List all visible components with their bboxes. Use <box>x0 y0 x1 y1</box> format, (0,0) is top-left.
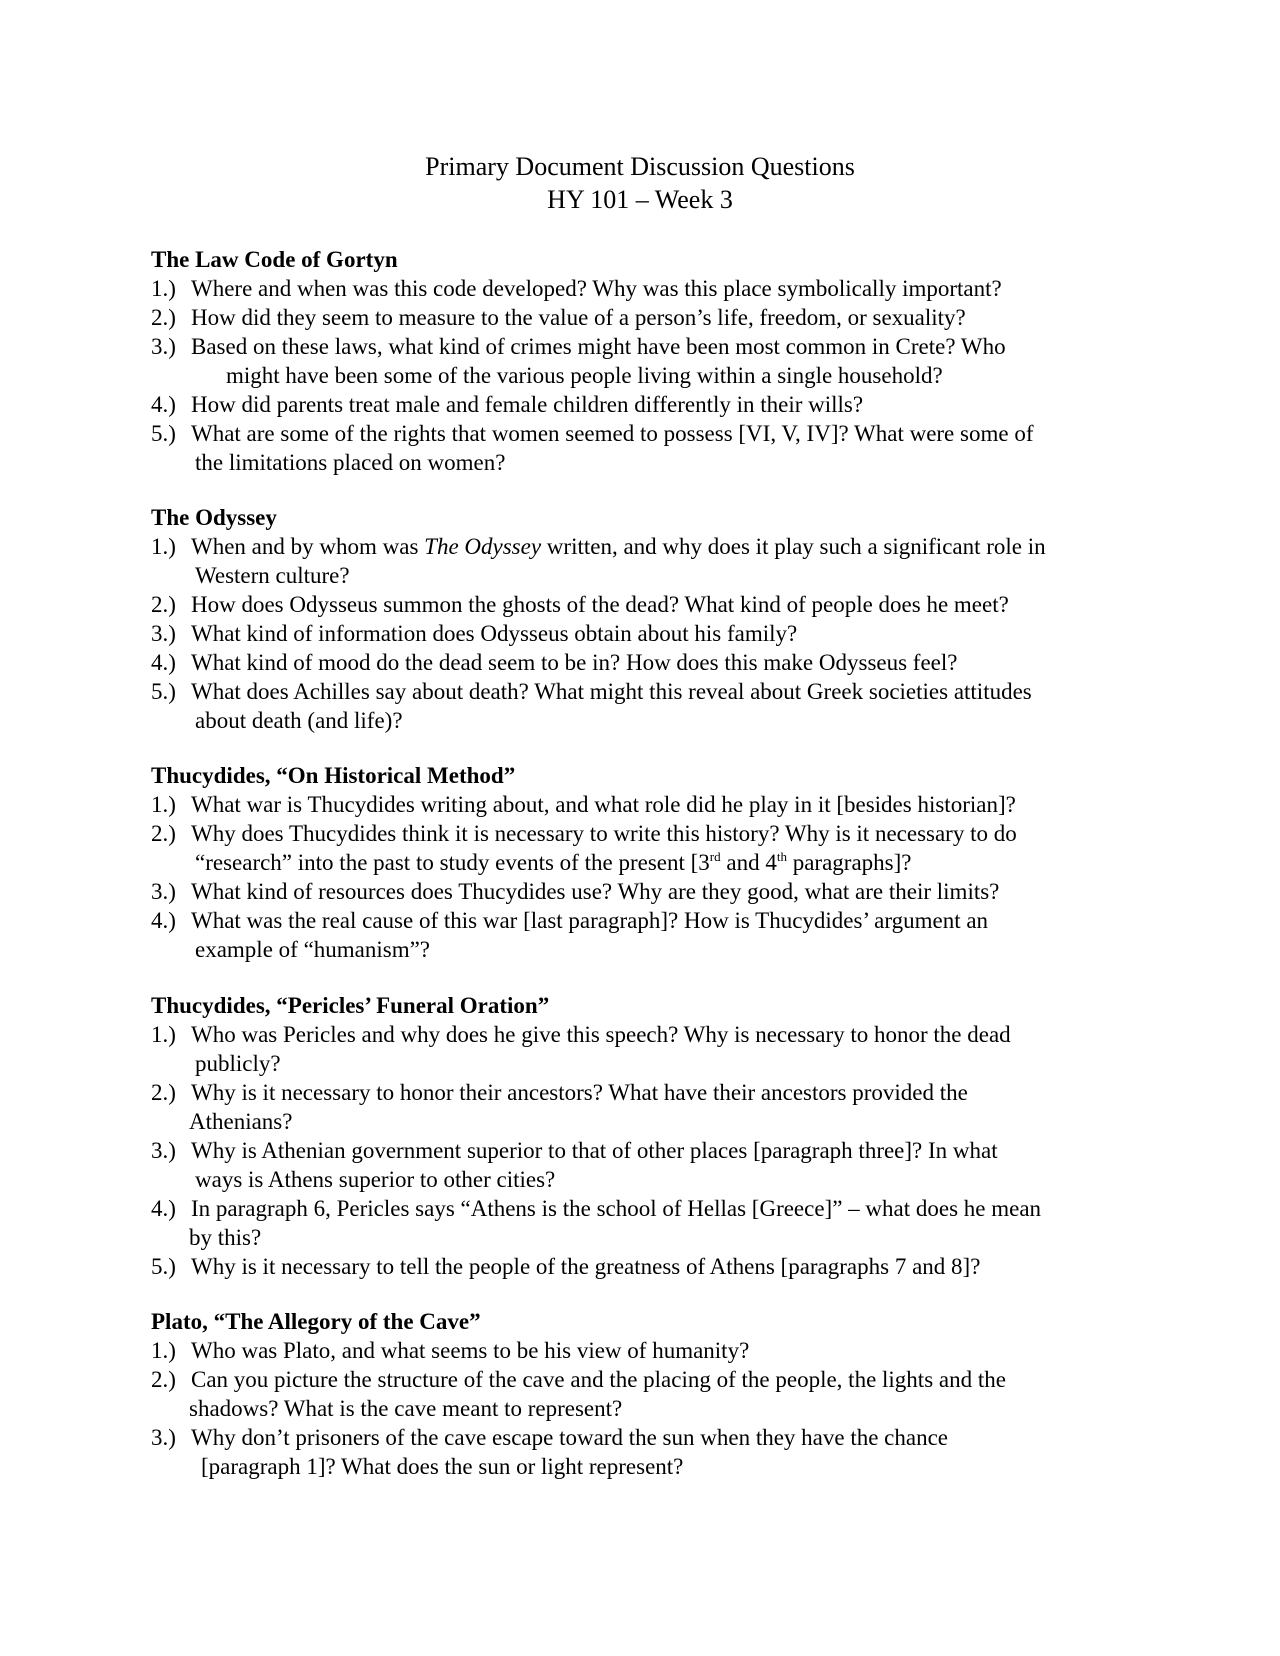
question-text-line2: about death (and life)? <box>195 708 403 733</box>
question-number: 5.) <box>151 421 176 446</box>
question-number: 3.) <box>151 1138 176 1163</box>
question-number: 1.) <box>151 276 176 301</box>
question-text-part: and 4 <box>720 850 777 875</box>
question-text-line2: by this? <box>189 1225 262 1250</box>
question-number: 2.) <box>151 1080 176 1105</box>
question-number: 4.) <box>151 650 176 675</box>
question-number: 3.) <box>151 879 176 904</box>
work-title-italic: The Odyssey <box>424 534 542 559</box>
question-text-line2: example of “humanism”? <box>195 937 431 962</box>
question-number: 5.) <box>151 1254 176 1279</box>
question-item <box>151 332 1141 390</box>
question-number: 3.) <box>151 334 176 359</box>
section-heading: Thucydides, “On Historical Method” <box>151 763 516 788</box>
question-text: What war is Thucydides writing about, and what role did he play in it [besides historian]? <box>191 792 1016 817</box>
question-text: Where and when was this code developed? Why was this place symbolically important? <box>191 276 1002 301</box>
question-text-line2: ways is Athens superior to other cities? <box>195 1167 556 1192</box>
section-historical-method <box>151 761 1141 964</box>
question-text-line1: Why does Thucydides think it is necessary to write this history? Why is it necessary to do <box>191 821 1017 846</box>
question-text-line2: Western culture? <box>195 563 350 588</box>
question-text-line2: publicly? <box>195 1051 281 1076</box>
question-item <box>151 1252 1141 1281</box>
question-number: 1.) <box>151 534 176 559</box>
question-text-line2: Athenians? <box>189 1109 293 1134</box>
question-item <box>151 1136 1141 1194</box>
question-item <box>151 677 1141 735</box>
question-item <box>151 906 1141 964</box>
question-number: 5.) <box>151 679 176 704</box>
question-text: What kind of information does Odysseus obtain about his family? <box>191 621 798 646</box>
question-text-line2: the limitations placed on women? <box>195 450 506 475</box>
question-item <box>151 532 1141 590</box>
question-text-part: written, and why does it play such a significant role in <box>541 534 1046 559</box>
question-item <box>151 619 1141 648</box>
question-text-line1: What are some of the rights that women seemed to possess [VI, V, IV]? What were some of <box>191 421 1034 446</box>
question-text-line1: Who was Pericles and why does he give this speech? Why is necessary to honor the dead <box>191 1022 1011 1047</box>
question-text-part: When and by whom was <box>191 534 425 559</box>
question-item <box>151 648 1141 677</box>
question-text-line1: Why is Athenian government superior to that of other places [paragraph three]? In what <box>191 1138 998 1163</box>
question-text: How does Odysseus summon the ghosts of the dead? What kind of people does he meet? <box>191 592 1009 617</box>
ordinal-superscript: th <box>776 849 787 864</box>
question-text-line2 <box>151 848 1141 877</box>
question-number: 2.) <box>151 821 176 846</box>
question-text: Who was Plato, and what seems to be his view of humanity? <box>191 1338 750 1363</box>
question-text: How did parents treat male and female children differently in their wills? <box>191 392 864 417</box>
question-number: 1.) <box>151 792 176 817</box>
question-text-line1: Why don’t prisoners of the cave escape toward the sun when they have the chance <box>191 1425 949 1450</box>
question-text-line1: What does Achilles say about death? What might this reveal about Greek societies attitudes <box>191 679 1032 704</box>
question-item <box>151 877 1141 906</box>
question-item <box>151 1194 1141 1252</box>
question-text: What kind of resources does Thucydides use? Why are they good, what are their limits? <box>191 879 1000 904</box>
question-number: 4.) <box>151 908 176 933</box>
section-heading: Plato, “The Allegory of the Cave” <box>151 1309 481 1334</box>
question-number: 1.) <box>151 1338 176 1363</box>
section-funeral-oration <box>151 991 1141 1281</box>
question-item <box>151 1423 1141 1481</box>
question-item <box>151 1336 1141 1365</box>
question-text-line2: shadows? What is the cave meant to represent? <box>189 1396 623 1421</box>
question-text-line1: Based on these laws, what kind of crimes might have been most common in Crete? Who <box>191 334 1006 359</box>
question-text-line2: might have been some of the various people living within a single household? <box>226 363 943 388</box>
question-text-line1: Can you picture the structure of the cave and the placing of the people, the lights and the <box>191 1367 1006 1392</box>
question-text: How did they seem to measure to the value of a person’s life, freedom, or sexuality? <box>191 305 966 330</box>
document-title: Primary Document Discussion Questions <box>425 152 855 181</box>
question-item <box>151 274 1141 303</box>
question-item <box>151 1078 1141 1136</box>
question-text-line1: Why is it necessary to honor their ancestors? What have their ancestors provided the <box>191 1080 968 1105</box>
question-number: 3.) <box>151 1425 176 1450</box>
question-item <box>151 590 1141 619</box>
question-number: 4.) <box>151 392 176 417</box>
question-item <box>151 390 1141 419</box>
question-text: Why is it necessary to tell the people of the greatness of Athens [paragraphs 7 and 8]? <box>191 1254 981 1279</box>
section-gortyn <box>151 245 1141 477</box>
question-text-line2: [paragraph 1]? What does the sun or light represent? <box>201 1454 684 1479</box>
question-item <box>151 1020 1141 1078</box>
question-text-line1: In paragraph 6, Pericles says “Athens is the school of Hellas [Greece]” – what does he mean <box>191 1196 1042 1221</box>
document-subtitle: HY 101 – Week 3 <box>547 185 733 214</box>
question-text-line1 <box>151 532 1141 561</box>
question-item <box>151 819 1141 877</box>
question-number: 1.) <box>151 1022 176 1047</box>
question-text-part: paragraphs]? <box>786 850 912 875</box>
question-number: 2.) <box>151 305 176 330</box>
question-item <box>151 790 1141 819</box>
question-text: What kind of mood do the dead seem to be in? How does this make Odysseus feel? <box>191 650 958 675</box>
question-text-part: “research” into the past to study events of the present [3 <box>195 850 710 875</box>
ordinal-superscript: rd <box>709 849 721 864</box>
section-allegory-cave <box>151 1307 1141 1481</box>
section-odyssey <box>151 503 1141 735</box>
section-heading: Thucydides, “Pericles’ Funeral Oration” <box>151 993 550 1018</box>
question-text-line1: What was the real cause of this war [last paragraph]? How is Thucydides’ argument an <box>191 908 989 933</box>
question-item <box>151 419 1141 477</box>
question-number: 2.) <box>151 592 176 617</box>
section-heading: The Odyssey <box>151 505 277 530</box>
question-item <box>151 1365 1141 1423</box>
question-item <box>151 303 1141 332</box>
question-number: 4.) <box>151 1196 176 1221</box>
question-number: 2.) <box>151 1367 176 1392</box>
section-heading: The Law Code of Gortyn <box>151 247 398 272</box>
question-number: 3.) <box>151 621 176 646</box>
